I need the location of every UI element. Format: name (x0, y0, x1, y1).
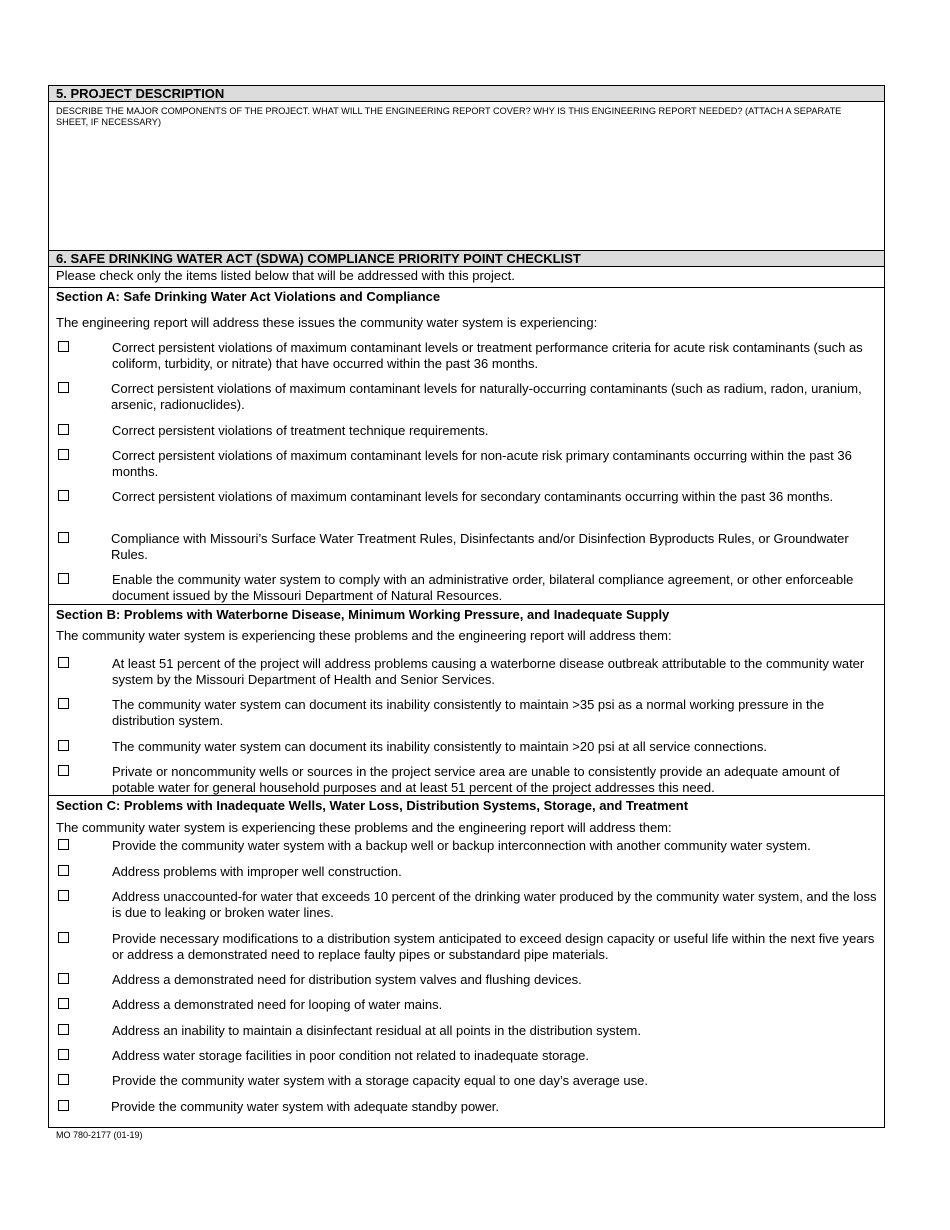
section-5-instructions: DESCRIBE THE MAJOR COMPONENTS OF THE PROJECT. WHAT WILL THE ENGINEERING REPORT COVER? WHY IS THIS ENGINEERING REPORT NEEDED? (ATTACH A SEPARATE SHEET, IF NECESSARY) (56, 106, 842, 127)
checkbox-c10[interactable] (58, 1100, 69, 1111)
checklist-item-b2: The community water system can document its inability consistently to maintain >35 psi as a normal working pressure in the distribution system. (112, 697, 825, 728)
checkbox-c3[interactable] (58, 890, 69, 901)
checklist-item-c3: Address unaccounted-for water that exceeds 10 percent of the drinking water produced by the community water system, and the loss is due to leaking or broken water lines. (112, 889, 877, 920)
checklist-item-c5: Address a demonstrated need for distribution system valves and flushing devices. (112, 972, 582, 987)
checklist-item-c8: Address water storage facilities in poor condition not related to inadequate storage. (112, 1048, 589, 1063)
checkbox-c1[interactable] (58, 839, 69, 850)
checkbox-a7[interactable] (58, 573, 69, 584)
section-5-header: 5. PROJECT DESCRIPTION (49, 86, 884, 102)
form-page (48, 85, 885, 1128)
checkbox-c7[interactable] (58, 1024, 69, 1035)
checklist-item-c1: Provide the community water system with a backup well or backup interconnection with another community water system. (112, 838, 811, 853)
section-6-header: 6. SAFE DRINKING WATER ACT (SDWA) COMPLIANCE PRIORITY POINT CHECKLIST (49, 251, 884, 267)
checkbox-a2[interactable] (58, 382, 69, 393)
section-a-intro: The engineering report will address these issues the community water system is experiencing: (56, 315, 598, 330)
form-number: MO 780-2177 (01-19) (56, 1130, 143, 1140)
checkbox-a1[interactable] (58, 341, 69, 352)
section-a-title: Section A: Safe Drinking Water Act Violations and Compliance (56, 289, 441, 304)
checkbox-c4[interactable] (58, 932, 69, 943)
checkbox-b4[interactable] (58, 765, 69, 776)
checklist-item-b4: Private or noncommunity wells or sources in the project service area are unable to consistently provide an adequate amount of potable water for general household purposes and at least 51 percent of the project addresses this need. (112, 764, 840, 795)
divider (49, 604, 884, 605)
checkbox-b1[interactable] (58, 657, 69, 668)
checklist-item-c9: Provide the community water system with a storage capacity equal to one day’s average use. (112, 1073, 648, 1088)
checkbox-c5[interactable] (58, 973, 69, 984)
checkbox-c6[interactable] (58, 998, 69, 1009)
section-c-title: Section C: Problems with Inadequate Wells, Water Loss, Distribution Systems, Storage, and Treatment (56, 798, 689, 813)
project-description-field[interactable] (51, 130, 882, 248)
checkbox-c9[interactable] (58, 1074, 69, 1085)
checklist-item-b3: The community water system can document its inability consistently to maintain >20 psi at all service connections. (112, 739, 767, 754)
checklist-item-c4: Provide necessary modifications to a distribution system anticipated to exceed design capacity or useful life within the next five years or address a demonstrated need to replace faulty pipes or substandard pipe materials. (112, 931, 875, 962)
section-6-instructions: Please check only the items listed below that will be addressed with this project. (56, 268, 515, 283)
checklist-item-a2: Correct persistent violations of maximum contaminant levels for naturally-occurring contaminants (such as radium, radon, uranium, arsenic, radionuclides). (111, 381, 862, 412)
section-c-intro: The community water system is experiencing these problems and the engineering report will address them: (56, 820, 672, 835)
checklist-item-a3: Correct persistent violations of treatment technique requirements. (112, 423, 489, 438)
checklist-item-a4: Correct persistent violations of maximum contaminant levels for non-acute risk primary contaminants occurring within the past 36 months. (112, 448, 852, 479)
checkbox-a6[interactable] (58, 532, 69, 543)
checklist-item-a6: Compliance with Missouri’s Surface Water Treatment Rules, Disinfectants and/or Disinfection Byproducts Rules, or Groundwater Rules. (111, 531, 849, 562)
checkbox-a4[interactable] (58, 449, 69, 460)
checkbox-a5[interactable] (58, 490, 69, 501)
checklist-item-a5: Correct persistent violations of maximum contaminant levels for secondary contaminants occurring within the past 36 months. (112, 489, 834, 504)
checkbox-c2[interactable] (58, 865, 69, 876)
section-b-intro: The community water system is experiencing these problems and the engineering report will address them: (56, 628, 672, 643)
checkbox-a3[interactable] (58, 424, 69, 435)
checklist-item-c6: Address a demonstrated need for looping of water mains. (112, 997, 443, 1012)
checkbox-c8[interactable] (58, 1049, 69, 1060)
checklist-item-c2: Address problems with improper well construction. (112, 864, 402, 879)
checklist-item-c10: Provide the community water system with adequate standby power. (111, 1099, 500, 1114)
divider (49, 795, 884, 796)
checkbox-b3[interactable] (58, 740, 69, 751)
checklist-item-b1: At least 51 percent of the project will address problems causing a waterborne disease outbreak attributable to the community water system by the Missouri Department of Health and Senior Services. (112, 656, 865, 687)
checklist-item-a7: Enable the community water system to comply with an administrative order, bilateral compliance agreement, or other enforceable document issued by the Missouri Department of Natural Resources. (112, 572, 854, 603)
divider (49, 287, 884, 288)
checklist-item-a1: Correct persistent violations of maximum contaminant levels or treatment performance criteria for acute risk contaminants (such as coliform, turbidity, or nitrate) that have occurred within the past 36 months. (112, 340, 863, 371)
checkbox-b2[interactable] (58, 698, 69, 709)
section-b-title: Section B: Problems with Waterborne Disease, Minimum Working Pressure, and Inadequate Supply (56, 607, 670, 622)
checklist-item-c7: Address an inability to maintain a disinfectant residual at all points in the distribution system. (112, 1023, 641, 1038)
